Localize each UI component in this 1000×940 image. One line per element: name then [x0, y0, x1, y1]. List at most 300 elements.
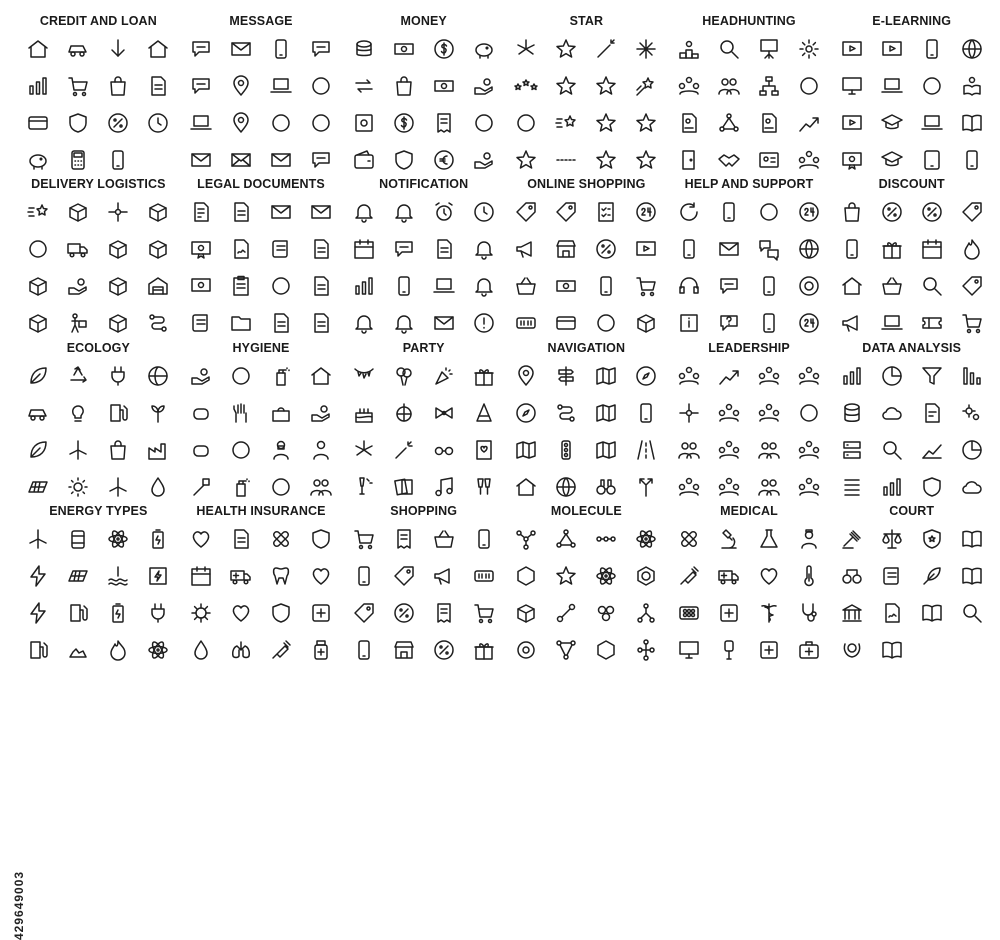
- envelope-document-icon: [264, 195, 298, 229]
- mobile-learning-icon: [915, 32, 949, 66]
- solar-energy-icon: [61, 559, 95, 593]
- percent-search-icon: [427, 633, 461, 663]
- gear-person-icon: [792, 32, 825, 66]
- set-title: SHOPPING: [390, 503, 458, 518]
- set-title: ENERGY TYPES: [49, 503, 148, 518]
- mobile-shop-icon: [589, 269, 623, 303]
- calendar-discount-icon: [915, 232, 949, 266]
- piggy-bank-icon: [467, 32, 500, 66]
- set-title: DELIVERY LOGISTICS: [31, 177, 166, 192]
- set-title: MEDICAL: [720, 503, 778, 518]
- gift-box-icon: [467, 359, 500, 393]
- set-title: HEADHUNTING: [702, 14, 796, 28]
- cv-document-icon: [673, 106, 706, 140]
- tooth-shield-icon: [264, 559, 298, 593]
- cloud-network-icon: [955, 470, 988, 500]
- star-cluster-icon: [510, 143, 543, 173]
- shield-percent-icon: [61, 106, 95, 140]
- chat-bubble-icon: [185, 69, 218, 103]
- signed-document-icon: [224, 195, 258, 229]
- gift-icon: [875, 232, 909, 266]
- cash-icon: [549, 269, 583, 303]
- shield-dollar-icon: [387, 143, 421, 173]
- magic-wand-icon: [589, 32, 623, 66]
- bar-growth-icon: [835, 359, 868, 393]
- laptop-graduate-icon: [915, 106, 949, 140]
- email-support-icon: [712, 232, 746, 266]
- heart-shield-icon: [304, 559, 337, 593]
- fire-icon: [101, 633, 135, 663]
- reading-icon: [955, 69, 988, 103]
- cluster-molecule-icon: [589, 596, 623, 630]
- exclamation-icon: [467, 306, 500, 336]
- spray-bottle-icon: [264, 359, 298, 393]
- gears-icon: [955, 396, 988, 430]
- gloves-icon: [224, 396, 258, 430]
- phone-percent-icon: [101, 143, 135, 173]
- document-alert-icon: [427, 232, 461, 266]
- hexagon-chain-icon: [589, 633, 623, 663]
- icon-grid: [185, 522, 338, 663]
- cloud-upload-icon: [875, 396, 909, 430]
- bar-trend-icon: [875, 470, 909, 500]
- home-clean-icon: [304, 359, 337, 393]
- washing-icon: [224, 433, 258, 467]
- receipt-list-icon: [427, 596, 461, 630]
- insurance-document-icon: [224, 522, 258, 556]
- cube-molecule-icon: [510, 596, 543, 630]
- icon-grid: [835, 359, 988, 500]
- oil-barrel-icon: [61, 522, 95, 556]
- set-title: NAVIGATION: [547, 340, 626, 355]
- twenty-four-seven-icon: [792, 306, 825, 336]
- wallet-icon: [347, 143, 380, 173]
- online-class-icon: [835, 32, 868, 66]
- heart-hands-icon: [185, 522, 218, 556]
- eco-plug-icon: [101, 359, 135, 393]
- house-percent-icon: [22, 32, 55, 66]
- icon-set-data-analysis: [835, 337, 988, 500]
- icon-set-discount: [835, 173, 988, 336]
- people-row-icon: [752, 433, 786, 467]
- laptop-icon: [185, 106, 218, 140]
- garland-icon: [347, 359, 380, 393]
- blood-drop-icon: [185, 633, 218, 663]
- ambulance-icon: [224, 559, 258, 593]
- people-group-icon: [712, 69, 746, 103]
- safe-icon: [347, 106, 380, 140]
- champagne-icon: [347, 470, 380, 500]
- megaphone-icon: [510, 232, 543, 266]
- star-shine-icon: [589, 143, 623, 173]
- hand-coin-icon: [467, 69, 500, 103]
- water-drop-icon: [141, 470, 174, 500]
- leader-badge-icon: [752, 396, 786, 430]
- icon-grid: [185, 32, 338, 173]
- playing-cards-icon: [387, 470, 421, 500]
- earth-hands-icon: [141, 359, 174, 393]
- feather-pen-icon: [915, 559, 949, 593]
- target-people-icon: [752, 470, 786, 500]
- star-badge-icon: [549, 69, 583, 103]
- calendar-icon: [347, 232, 380, 266]
- electric-car-icon: [22, 396, 55, 430]
- star-molecule-icon: [549, 559, 583, 593]
- org-chart-icon: [752, 69, 786, 103]
- map-icon: [589, 396, 623, 430]
- email-icon: [224, 32, 258, 66]
- money-bag-percent-icon: [101, 69, 135, 103]
- box-return-icon: [629, 306, 662, 336]
- credit-card-icon: [549, 306, 583, 336]
- circle-molecule-icon: [510, 633, 543, 663]
- document-list-icon: [304, 232, 337, 266]
- laptop-alert-icon: [427, 269, 461, 303]
- plant-hands-icon: [141, 396, 174, 430]
- online-course-icon: [835, 106, 868, 140]
- dollar-cycle-icon: [387, 106, 421, 140]
- message-lines-icon: [304, 69, 337, 103]
- eco-fuel-icon: [101, 396, 135, 430]
- law-book-icon: [955, 522, 988, 556]
- star-burst-icon: [549, 32, 583, 66]
- set-title: HELP AND SUPPORT: [684, 177, 814, 192]
- party-invite-icon: [467, 433, 500, 467]
- phone-shop-icon: [347, 559, 380, 593]
- soap-dispenser-icon: [185, 396, 218, 430]
- bolt-icon: [22, 596, 55, 630]
- atom-icon: [629, 522, 662, 556]
- icon-set-star: [510, 10, 663, 173]
- gas-pump-icon: [22, 633, 55, 663]
- leaves-icon: [22, 433, 55, 467]
- delivery-icon: [589, 306, 623, 336]
- law-document-icon: [915, 596, 949, 630]
- stethoscope-icon: [792, 596, 825, 630]
- clean-hands-icon: [224, 359, 258, 393]
- graduation-screen-icon: [875, 106, 909, 140]
- box-shield-icon: [61, 195, 95, 229]
- delivery-truck-icon: [61, 232, 95, 266]
- monitor-lesson-icon: [835, 69, 868, 103]
- stars-icon: [510, 106, 543, 140]
- stock-id-text: 429649003: [12, 870, 26, 940]
- mobile-shopping-icon: [467, 522, 500, 556]
- store-icon: [549, 232, 583, 266]
- shooting-star-icon: [629, 69, 662, 103]
- set-title: MOLECULE: [550, 503, 622, 518]
- door-exit-icon: [673, 143, 706, 173]
- database-icon: [835, 396, 868, 430]
- laurel-badge-icon: [835, 633, 868, 663]
- laptop-message-icon: [264, 69, 298, 103]
- document-pen-icon: [304, 306, 337, 336]
- icon-set-online-shopping: [510, 173, 663, 336]
- recycle-icon: [61, 359, 95, 393]
- set-title: STAR: [569, 14, 604, 28]
- search-document-icon: [955, 596, 988, 630]
- hand-sanitize-icon: [304, 396, 337, 430]
- manager-icon: [792, 69, 825, 103]
- traffic-light-icon: [549, 433, 583, 467]
- molecule-icon: [510, 522, 543, 556]
- package-hand-icon: [141, 232, 174, 266]
- set-title: E-LEARNING: [872, 14, 952, 28]
- soap-bar-icon: [185, 433, 218, 467]
- headset-icon: [673, 269, 706, 303]
- legal-signature-icon: [875, 596, 909, 630]
- tissue-box-icon: [264, 396, 298, 430]
- phone-call-icon: [752, 269, 786, 303]
- people-clean-icon: [304, 470, 337, 500]
- stacked-boxes-icon: [22, 232, 55, 266]
- tag-discount-icon: [955, 269, 988, 303]
- cart-percent-icon: [61, 69, 95, 103]
- icon-grid: [673, 359, 826, 500]
- group-talk-icon: [673, 433, 706, 467]
- bandage-icon: [264, 522, 298, 556]
- binoculars-icon: [589, 470, 623, 500]
- set-title: HYGIENE: [232, 340, 290, 355]
- flask-icon: [752, 522, 786, 556]
- scroll-law-icon: [875, 559, 909, 593]
- books-icon: [915, 69, 949, 103]
- party-glasses-icon: [427, 433, 461, 467]
- factory-icon: [141, 433, 174, 467]
- growth-chart-icon: [792, 106, 825, 140]
- icon-set-delivery-logistics: [22, 173, 175, 336]
- coins-icon: [467, 106, 500, 140]
- piggy-bank-icon: [22, 143, 55, 173]
- icon-grid: [347, 32, 500, 173]
- hydro-energy-icon: [101, 559, 135, 593]
- cash-hand-icon: [427, 69, 461, 103]
- police-badge-icon: [915, 522, 949, 556]
- no-message-icon: [264, 106, 298, 140]
- location-pin-icon: [224, 106, 258, 140]
- envelope-open-icon: [264, 143, 298, 173]
- package-time-icon: [101, 306, 135, 336]
- compass-icon: [629, 359, 662, 393]
- line-chart-icon: [915, 433, 949, 467]
- laptop-discount-icon: [875, 306, 909, 336]
- globe-pin-icon: [549, 470, 583, 500]
- presentation-icon: [752, 32, 786, 66]
- gift-icon: [467, 633, 500, 663]
- social-distance-icon: [264, 470, 298, 500]
- direction-arrows-icon: [629, 470, 662, 500]
- medical-microscope-icon: [712, 596, 746, 630]
- team-chart-icon: [712, 433, 746, 467]
- rating-stars-icon: [510, 69, 543, 103]
- clipboard-icon: [224, 269, 258, 303]
- birthday-cake-icon: [347, 396, 380, 430]
- box-hand-icon: [101, 232, 135, 266]
- megaphone-icon: [427, 559, 461, 593]
- pie-magnifier-icon: [955, 433, 988, 467]
- distribution-people-icon: [673, 396, 706, 430]
- leader-podium-icon: [792, 433, 825, 467]
- folded-map-icon: [510, 433, 543, 467]
- podium-person-icon: [673, 32, 706, 66]
- icon-grid: [835, 522, 988, 663]
- legal-paper-icon: [224, 232, 258, 266]
- percent-circle-icon: [875, 195, 909, 229]
- calculator-icon: [61, 143, 95, 173]
- energy-box-icon: [141, 559, 174, 593]
- team-share-icon: [792, 470, 825, 500]
- law-balance-icon: [955, 559, 988, 593]
- tag-percent-icon: [955, 195, 988, 229]
- icon-grid: [673, 32, 826, 173]
- windmill-icon: [101, 470, 135, 500]
- star-group-icon: [629, 143, 662, 173]
- phone-bag-icon: [347, 633, 380, 663]
- refresh-support-icon: [673, 195, 706, 229]
- price-tag-icon: [510, 195, 543, 229]
- road-icon: [629, 433, 662, 467]
- buy-label-icon: [467, 559, 500, 593]
- star-circle-icon: [629, 106, 662, 140]
- pills-blister-icon: [673, 596, 706, 630]
- set-title: CREDIT AND LOAN: [39, 14, 157, 28]
- icon-grid: [347, 522, 500, 663]
- icon-set-e-learning: [835, 10, 988, 173]
- spray-icon: [224, 470, 258, 500]
- cart-icon: [629, 269, 662, 303]
- discount-card-icon: [387, 596, 421, 630]
- dollar-coin-icon: [427, 32, 461, 66]
- bell-small-icon: [347, 306, 380, 336]
- fireworks-stars-icon: [510, 32, 543, 66]
- icon-grid: [347, 195, 500, 336]
- icon-set-leadership: [673, 337, 826, 500]
- sun-icon: [61, 470, 95, 500]
- team-circle-icon: [673, 470, 706, 500]
- phone-navigation-icon: [629, 396, 662, 430]
- cart-trolley-icon: [467, 596, 500, 630]
- star-icon: [589, 106, 623, 140]
- stamp-document-icon: [304, 269, 337, 303]
- wind-energy-icon: [22, 522, 55, 556]
- fast-star-icon: [549, 106, 583, 140]
- bandage-icon: [673, 522, 706, 556]
- sale-tag-icon: [347, 596, 380, 630]
- doctor-mask-icon: [264, 433, 298, 467]
- network-molecule-icon: [549, 522, 583, 556]
- phone-book-icon: [673, 232, 706, 266]
- icon-grid: [347, 359, 500, 500]
- lightning-icon: [22, 559, 55, 593]
- phone-alert-icon: [387, 269, 421, 303]
- certificate-icon: [185, 232, 218, 266]
- folder-document-icon: [224, 306, 258, 336]
- compass-rose-icon: [510, 396, 543, 430]
- set-title: DATA ANALYSIS: [862, 340, 962, 355]
- bond-molecule-icon: [549, 596, 583, 630]
- search-discount-icon: [915, 269, 949, 303]
- house-discount-icon: [835, 269, 868, 303]
- icon-set-money: [347, 10, 500, 173]
- icon-grid: [673, 195, 826, 336]
- set-title: ECOLOGY: [66, 340, 130, 355]
- caduceus-icon: [752, 596, 786, 630]
- scales-icon: [875, 522, 909, 556]
- certificate-screen-icon: [835, 143, 868, 173]
- solar-panel-icon: [22, 470, 55, 500]
- map-search-icon: [589, 359, 623, 393]
- leaf-hand-icon: [22, 359, 55, 393]
- fuel-drop-icon: [61, 596, 95, 630]
- credit-card-icon: [22, 106, 55, 140]
- connect-molecule-icon: [549, 633, 583, 663]
- coupon-icon: [915, 306, 949, 336]
- leader-group-icon: [752, 359, 786, 393]
- team-icon: [673, 69, 706, 103]
- search-analytics-icon: [875, 433, 909, 467]
- syringe-icon: [673, 559, 706, 593]
- fast-truck-icon: [22, 195, 55, 229]
- handcuffs-icon: [835, 559, 868, 593]
- shield-plus-icon: [264, 596, 298, 630]
- badge-percent-icon: [915, 195, 949, 229]
- home-route-icon: [510, 470, 543, 500]
- distribution-icon: [101, 195, 135, 229]
- twenty-four-seven-icon: [629, 195, 662, 229]
- toothbrush-icon: [185, 470, 218, 500]
- sale-bag-icon: [549, 195, 583, 229]
- route-icon: [141, 306, 174, 336]
- confetti-popper-icon: [427, 359, 461, 393]
- search-person-icon: [712, 32, 746, 66]
- icon-grid: [510, 522, 663, 663]
- bell-ring-icon: [347, 195, 380, 229]
- chat-dots-icon: [304, 32, 337, 66]
- basket-icon: [510, 269, 543, 303]
- online-store-icon: [629, 232, 662, 266]
- price-tag-icon: [387, 559, 421, 593]
- pie-chart-icon: [875, 359, 909, 393]
- percent-badge-icon: [101, 106, 135, 140]
- money-bag-icon: [387, 69, 421, 103]
- laptop-lesson-icon: [875, 69, 909, 103]
- route-pin-icon: [549, 396, 583, 430]
- icon-set-court: [835, 500, 988, 663]
- scroll-icon: [264, 232, 298, 266]
- handshake-icon: [712, 143, 746, 173]
- thermometer-icon: [792, 559, 825, 593]
- icon-set-party: [347, 337, 500, 500]
- icon-set-molecule: [510, 500, 663, 663]
- hand-truck-icon: [61, 269, 95, 303]
- banknote-icon: [387, 32, 421, 66]
- tablet-learning-icon: [915, 143, 949, 173]
- lungs-icon: [224, 633, 258, 663]
- diploma-icon: [185, 269, 218, 303]
- info-icon: [673, 306, 706, 336]
- discount-icon: [589, 232, 623, 266]
- bell-off-icon: [387, 195, 421, 229]
- icon-set-headhunting: [673, 10, 826, 173]
- stock-id-watermark: [8, 520, 26, 940]
- open-book-icon: [955, 106, 988, 140]
- shield-health-icon: [304, 522, 337, 556]
- map-location-icon: [589, 433, 623, 467]
- icon-grid: [22, 195, 175, 336]
- law-file-icon: [875, 633, 909, 663]
- clock-percent-icon: [141, 106, 174, 140]
- icon-set-notification: [347, 173, 500, 336]
